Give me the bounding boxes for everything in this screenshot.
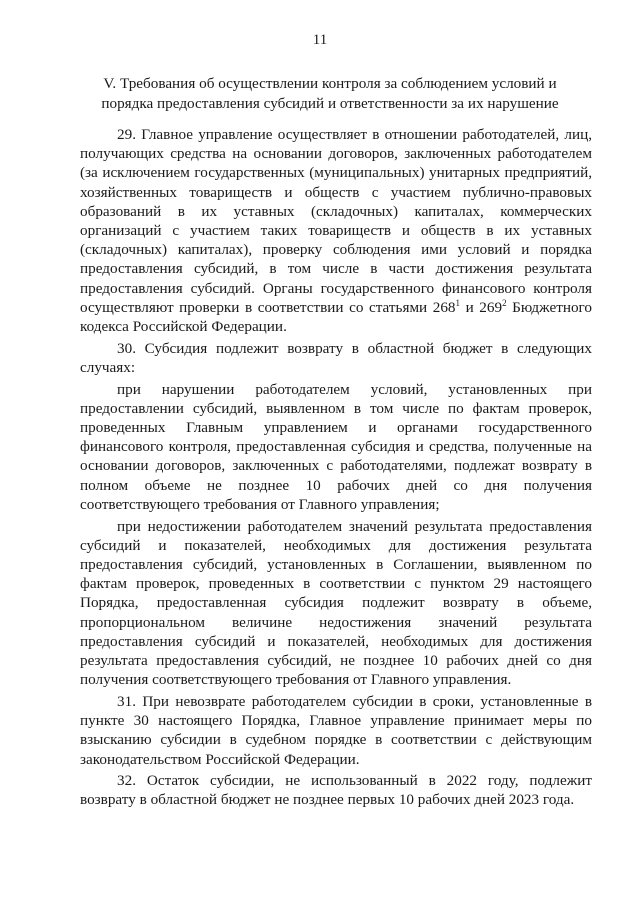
paragraph-30-case-2: при недостижении работодателем значений результата предоставления субсидий и показателей, необходимых для достижения результата предоставления субсидий, установленных в Соглашении, выявленном по фактам проверок, проведенных в соответствии с пунктом 29 настоящего Порядка, предоставленная субсидия подлежит возврату в объеме, пропорциональном величине недостижения значений результата предоставления субсидий и показателей, необходимых для достижения результата предоставления субсидий, не позднее 10 рабочих дней со дня получения соответствующего требования от Главного управления. bbox=[80, 517, 592, 689]
paragraph-29 bbox=[80, 125, 592, 336]
paragraph-30: 30. Субсидия подлежит возврату в областной бюджет в следующих случаях: bbox=[80, 339, 592, 376]
document-body bbox=[80, 125, 592, 812]
paragraph-30-case-1: при нарушении работодателем условий, установленных при предоставлении субсидий, выявленном в том числе по фактам проверок, проведенных Главным управлением и органами государственного финансового контроля, предоставленная субсидия и средства, полученные на основании договоров, заключенных с работодателями, подлежат возврату в полном объеме не позднее 10 рабочих дней со дня получения соответствующего требования от Главного управления; bbox=[80, 380, 592, 513]
paragraph-32: 32. Остаток субсидии, не использованный в 2022 году, подлежит возврату в областной бюджет не позднее первых 10 рабочих дней 2023 года. bbox=[80, 772, 592, 809]
paragraph-29-text-b: и 269 bbox=[460, 298, 503, 316]
superscript-2: 2 bbox=[502, 297, 507, 308]
superscript-1: 1 bbox=[455, 297, 461, 308]
paragraph-31: 31. При невозврате работодателем субсидии в сроки, установленные в пункте 30 настоящего Порядка, Главное управление принимает меры по взысканию субсидии в судебном порядке в соответствии с действующим законодательством Российской Федерации. bbox=[80, 692, 592, 768]
paragraph-29-text: 29. Главное управление осуществляет в отношении работодателей, лиц, получающих средства на основании договоров, заключенных работодателем (за исключением государственных (муниципальных) унитарных предприятий, хозяйственных товариществ и обществ с участием публично-правовых образований в их уставных (складочных) капиталах, коммерческих организаций с участием таких товариществ и обществ в их уставных (складочных) капиталах), проверку соблюдения ими условий и порядка предоставления субсидий, в том числе в части достижения результата предоставления субсидий. Органы государственного финансового контроля осуществляют проверки в соответствии со статьями 268 bbox=[80, 126, 592, 316]
paragraph-29-text-c: Бюджетного кодекса Российской Федерации. bbox=[80, 298, 592, 336]
page-number: 11 bbox=[312, 32, 328, 48]
section-heading: V. Требования об осуществлении контроля за соблюдением условий и порядка предоставления субсидий и ответственности за их нарушение bbox=[101, 75, 559, 112]
